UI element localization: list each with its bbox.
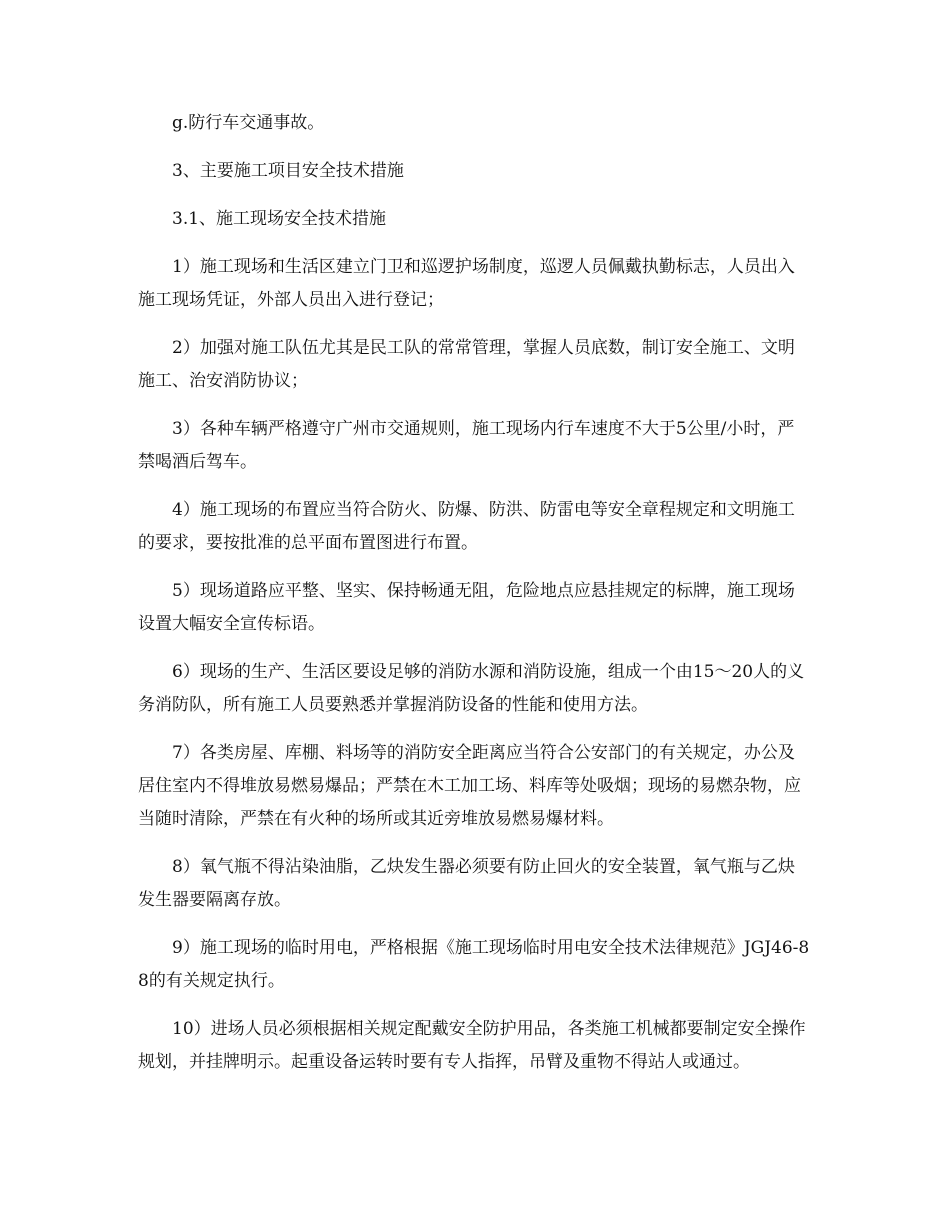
paragraph-item-7: 7）各类房屋、库棚、料场等的消防安全距离应当符合公安部门的有关规定，办公及居住室内不得堆放易燃易爆品；严禁在木工加工场、料库等处吸烟；现场的易燃杂物，应当随时清除，严禁在有火种的场所或其近旁堆放易燃易爆材料。 — [138, 743, 801, 829]
paragraph-item-g: g.防行车交通事故。 — [172, 113, 325, 133]
paragraph-item-1: 1）施工现场和生活区建立门卫和巡逻护场制度，巡逻人员佩戴执勤标志，人员出入施工现场凭证，外部人员出入进行登记； — [138, 257, 795, 310]
paragraph-item-5: 5）现场道路应平整、坚实、保持畅通无阻，危险地点应悬挂规定的标牌，施工现场设置大幅安全宣传标语。 — [138, 581, 795, 634]
paragraph-item-9: 9）施工现场的临时用电，严格根据《施工现场临时用电安全技术法律规范》JGJ46-88的有关规定执行。 — [138, 938, 810, 991]
paragraph-item-10: 10）进场人员必须根据相关规定配戴安全防护用品，各类施工机械都要制定安全操作规划，并挂牌明示。起重设备运转时要有专人指挥，吊臂及重物不得站人或通过。 — [138, 1019, 806, 1072]
paragraph-item-3: 3）各种车辆严格遵守广州市交通规则，施工现场内行车速度不大于5公里/小时，严禁喝酒后驾车。 — [138, 419, 795, 472]
paragraph-item-2: 2）加强对施工队伍尤其是民工队的常常管理，掌握人员底数，制订安全施工、文明施工、治安消防协议； — [138, 338, 795, 391]
subsection-heading-3-1: 3.1、施工现场安全技术措施 — [172, 209, 387, 229]
paragraph-item-6: 6）现场的生产、生活区要设足够的消防水源和消防设施，组成一个由15～20人的义务消防队，所有施工人员要熟悉并掌握消防设备的性能和使用方法。 — [138, 662, 805, 715]
paragraph-item-4: 4）施工现场的布置应当符合防火、防爆、防洪、防雷电等安全章程规定和文明施工的要求，要按批准的总平面布置图进行布置。 — [138, 500, 795, 553]
document-body — [138, 107, 810, 1094]
paragraph-item-8: 8）氧气瓶不得沾染油脂，乙炔发生器必须要有防止回火的安全装置，氧气瓶与乙炔发生器要隔离存放。 — [138, 857, 795, 910]
section-heading-3: 3、主要施工项目安全技术措施 — [172, 161, 404, 181]
